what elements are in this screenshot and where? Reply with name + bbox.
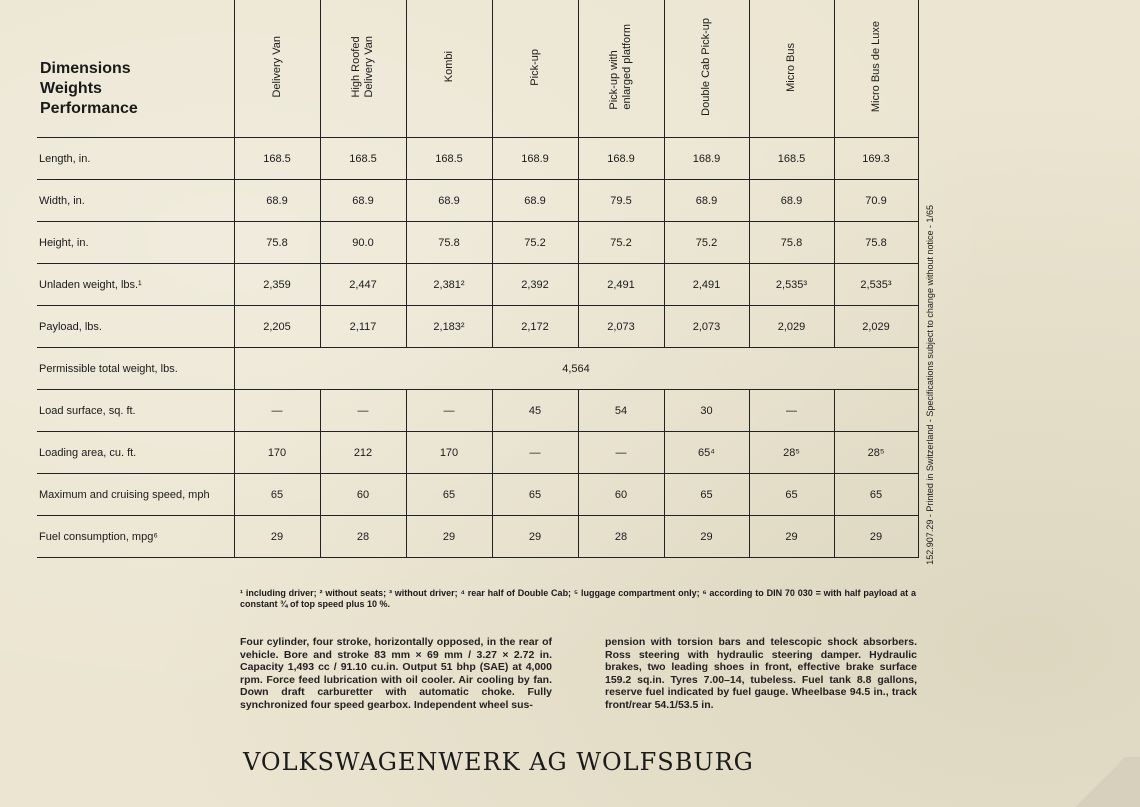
table-row	[37, 348, 918, 390]
table-cell: 68.9	[406, 180, 492, 222]
table-cell: —	[492, 432, 578, 474]
table-row	[37, 432, 918, 474]
footer-brand: VOLKSWAGENWERK AG WOLFSBURG	[243, 748, 754, 776]
table-cell: 75.2	[664, 222, 749, 264]
corner-title-line: Weights	[40, 79, 102, 97]
table-cell: 2,491	[578, 264, 664, 306]
column-header-label: Micro Bus	[785, 42, 797, 92]
table-cell: 170	[234, 432, 320, 474]
table-cell: 65	[834, 474, 918, 516]
table-cell: 68.9	[492, 180, 578, 222]
body-text-right: pension with torsion bars and telescopic shock absorbers. Ross steering with hydraulic steering damper. Hydraulic brakes, two leading shoes in front, effective brake surface 159.2 sq.in. Tyres 7.00–14, tubeless. Fuel tank 8.8 gallons, reserve fuel indicated by fuel gauge. Wheelbase 94.5 in., track front/rear 54.1/53.5 in.	[605, 636, 917, 711]
table-cell: 212	[320, 432, 406, 474]
table-cell: 75.8	[834, 222, 918, 264]
table-cell: 2,535³	[749, 264, 834, 306]
table-cell: 2,073	[664, 306, 749, 348]
table-cell: 30	[664, 390, 749, 432]
column-header	[578, 0, 664, 138]
table-cell: 68.9	[234, 180, 320, 222]
row-label: Payload, lbs.	[37, 306, 234, 348]
table-cell: 54	[578, 390, 664, 432]
table-cell: 2,029	[749, 306, 834, 348]
table-cell: 65	[664, 474, 749, 516]
column-header	[834, 0, 918, 138]
table-row	[37, 516, 918, 558]
table-row	[37, 138, 918, 180]
table-row	[37, 390, 918, 432]
table-cell: 2,447	[320, 264, 406, 306]
column-header	[406, 0, 492, 138]
table-row	[37, 180, 918, 222]
table-cell: 68.9	[320, 180, 406, 222]
row-label: Width, in.	[37, 180, 234, 222]
table-cell: 65⁴	[664, 432, 749, 474]
table-cell: 29	[406, 516, 492, 558]
column-header-label: Pick-up with enlarged platform	[608, 24, 633, 110]
table-cell: 2,392	[492, 264, 578, 306]
table-cell: —	[406, 390, 492, 432]
table-cell: 2,117	[320, 306, 406, 348]
table-cell: 29	[834, 516, 918, 558]
table-cell: 168.9	[664, 138, 749, 180]
table-cell: 28⁵	[834, 432, 918, 474]
table-cell: 2,172	[492, 306, 578, 348]
table-cell: 68.9	[749, 180, 834, 222]
table-cell: 75.2	[578, 222, 664, 264]
table-cell: 29	[492, 516, 578, 558]
column-header	[749, 0, 834, 138]
table-cell: 2,205	[234, 306, 320, 348]
table-cell: 168.9	[492, 138, 578, 180]
table-cell: 169.3	[834, 138, 918, 180]
column-header	[234, 0, 320, 138]
row-label: Fuel consumption, mpg⁶	[37, 516, 234, 558]
table-cell: —	[320, 390, 406, 432]
column-header	[492, 0, 578, 138]
row-label: Maximum and cruising speed, mph	[37, 474, 234, 516]
table-row	[37, 222, 918, 264]
table-cell: 28	[320, 516, 406, 558]
table-cell	[834, 390, 918, 432]
table-cell: —	[749, 390, 834, 432]
corner-title-line: Performance	[40, 99, 138, 117]
row-label: Height, in.	[37, 222, 234, 264]
row-label: Length, in.	[37, 138, 234, 180]
column-header-label: Micro Bus de Luxe	[869, 21, 882, 113]
table-cell: 4,564	[234, 348, 918, 390]
table-cell: 2,359	[234, 264, 320, 306]
table-cell: 90.0	[320, 222, 406, 264]
table-cell: —	[578, 432, 664, 474]
table-row	[37, 474, 918, 516]
table-row	[37, 264, 918, 306]
table-cell: 70.9	[834, 180, 918, 222]
table-cell: 2,381²	[406, 264, 492, 306]
column-header-label: Pick-up	[528, 48, 541, 86]
column-header-label: High Roofed Delivery Van	[350, 36, 375, 98]
table-cell: 28	[578, 516, 664, 558]
column-header	[320, 0, 406, 138]
side-note	[925, 140, 939, 565]
page-corner-fold	[1060, 757, 1140, 807]
row-label: Load surface, sq. ft.	[37, 390, 234, 432]
table-cell: 2,491	[664, 264, 749, 306]
table-cell: 168.5	[320, 138, 406, 180]
row-label: Permissible total weight, lbs.	[37, 348, 234, 390]
column-header-label: Kombi	[442, 51, 455, 83]
body-text-left: Four cylinder, four stroke, horizontally opposed, in the rear of vehicle. Bore and stroke 83 mm × 69 mm / 3.27 × 2.72 in. Capacity 1,493 cc / 91.10 cu.in. Output 51 bhp (SAE) at 4,000 rpm. Force feed lubrication with oil cooler. Air cooling by fan. Down draft carburetter with automatic choke. Fully synchronized four speed gearbox. Independent wheel sus-	[240, 636, 552, 711]
table-cell: 75.8	[749, 222, 834, 264]
table-cell: 75.8	[234, 222, 320, 264]
column-header	[664, 0, 749, 138]
table-cell: 168.5	[749, 138, 834, 180]
table-cell: 168.9	[578, 138, 664, 180]
table-cell: 29	[234, 516, 320, 558]
table-cell: 168.5	[234, 138, 320, 180]
table-cell: 75.2	[492, 222, 578, 264]
table-cell: 28⁵	[749, 432, 834, 474]
table-cell: 65	[406, 474, 492, 516]
table-cell: 170	[406, 432, 492, 474]
footnotes: ¹ including driver; ² without seats; ³ without driver; ⁴ rear half of Double Cab; ⁵ luggage compartment only; ⁶ according to DIN 70 030 = with half payload at a constant ¾ of top speed plus 10 %.	[240, 588, 916, 609]
side-note-text: 152.907.29 - Printed in Switzerland - Specifications subject to change without notice - 1/65	[925, 205, 935, 565]
spec-table	[37, 0, 919, 558]
table-cell: 45	[492, 390, 578, 432]
column-header-label: Delivery Van	[270, 36, 283, 98]
table-row	[37, 306, 918, 348]
table-corner-title	[37, 0, 234, 138]
table-cell: 2,535³	[834, 264, 918, 306]
column-header-label: Double Cab Pick-up	[700, 18, 712, 116]
table-cell: 2,183²	[406, 306, 492, 348]
table-cell: 75.8	[406, 222, 492, 264]
table-cell: 2,073	[578, 306, 664, 348]
table-cell: 2,029	[834, 306, 918, 348]
table-cell: 60	[320, 474, 406, 516]
table-cell: —	[234, 390, 320, 432]
header-row	[37, 0, 918, 138]
row-label: Unladen weight, lbs.¹	[37, 264, 234, 306]
corner-title-line: Dimensions	[40, 59, 131, 77]
table-cell: 60	[578, 474, 664, 516]
table-cell: 29	[749, 516, 834, 558]
table-cell: 65	[234, 474, 320, 516]
table-cell: 168.5	[406, 138, 492, 180]
table-cell: 65	[749, 474, 834, 516]
table-cell: 29	[664, 516, 749, 558]
table-cell: 79.5	[578, 180, 664, 222]
table-body	[37, 138, 918, 558]
table-cell: 65	[492, 474, 578, 516]
row-label: Loading area, cu. ft.	[37, 432, 234, 474]
table-cell: 68.9	[664, 180, 749, 222]
